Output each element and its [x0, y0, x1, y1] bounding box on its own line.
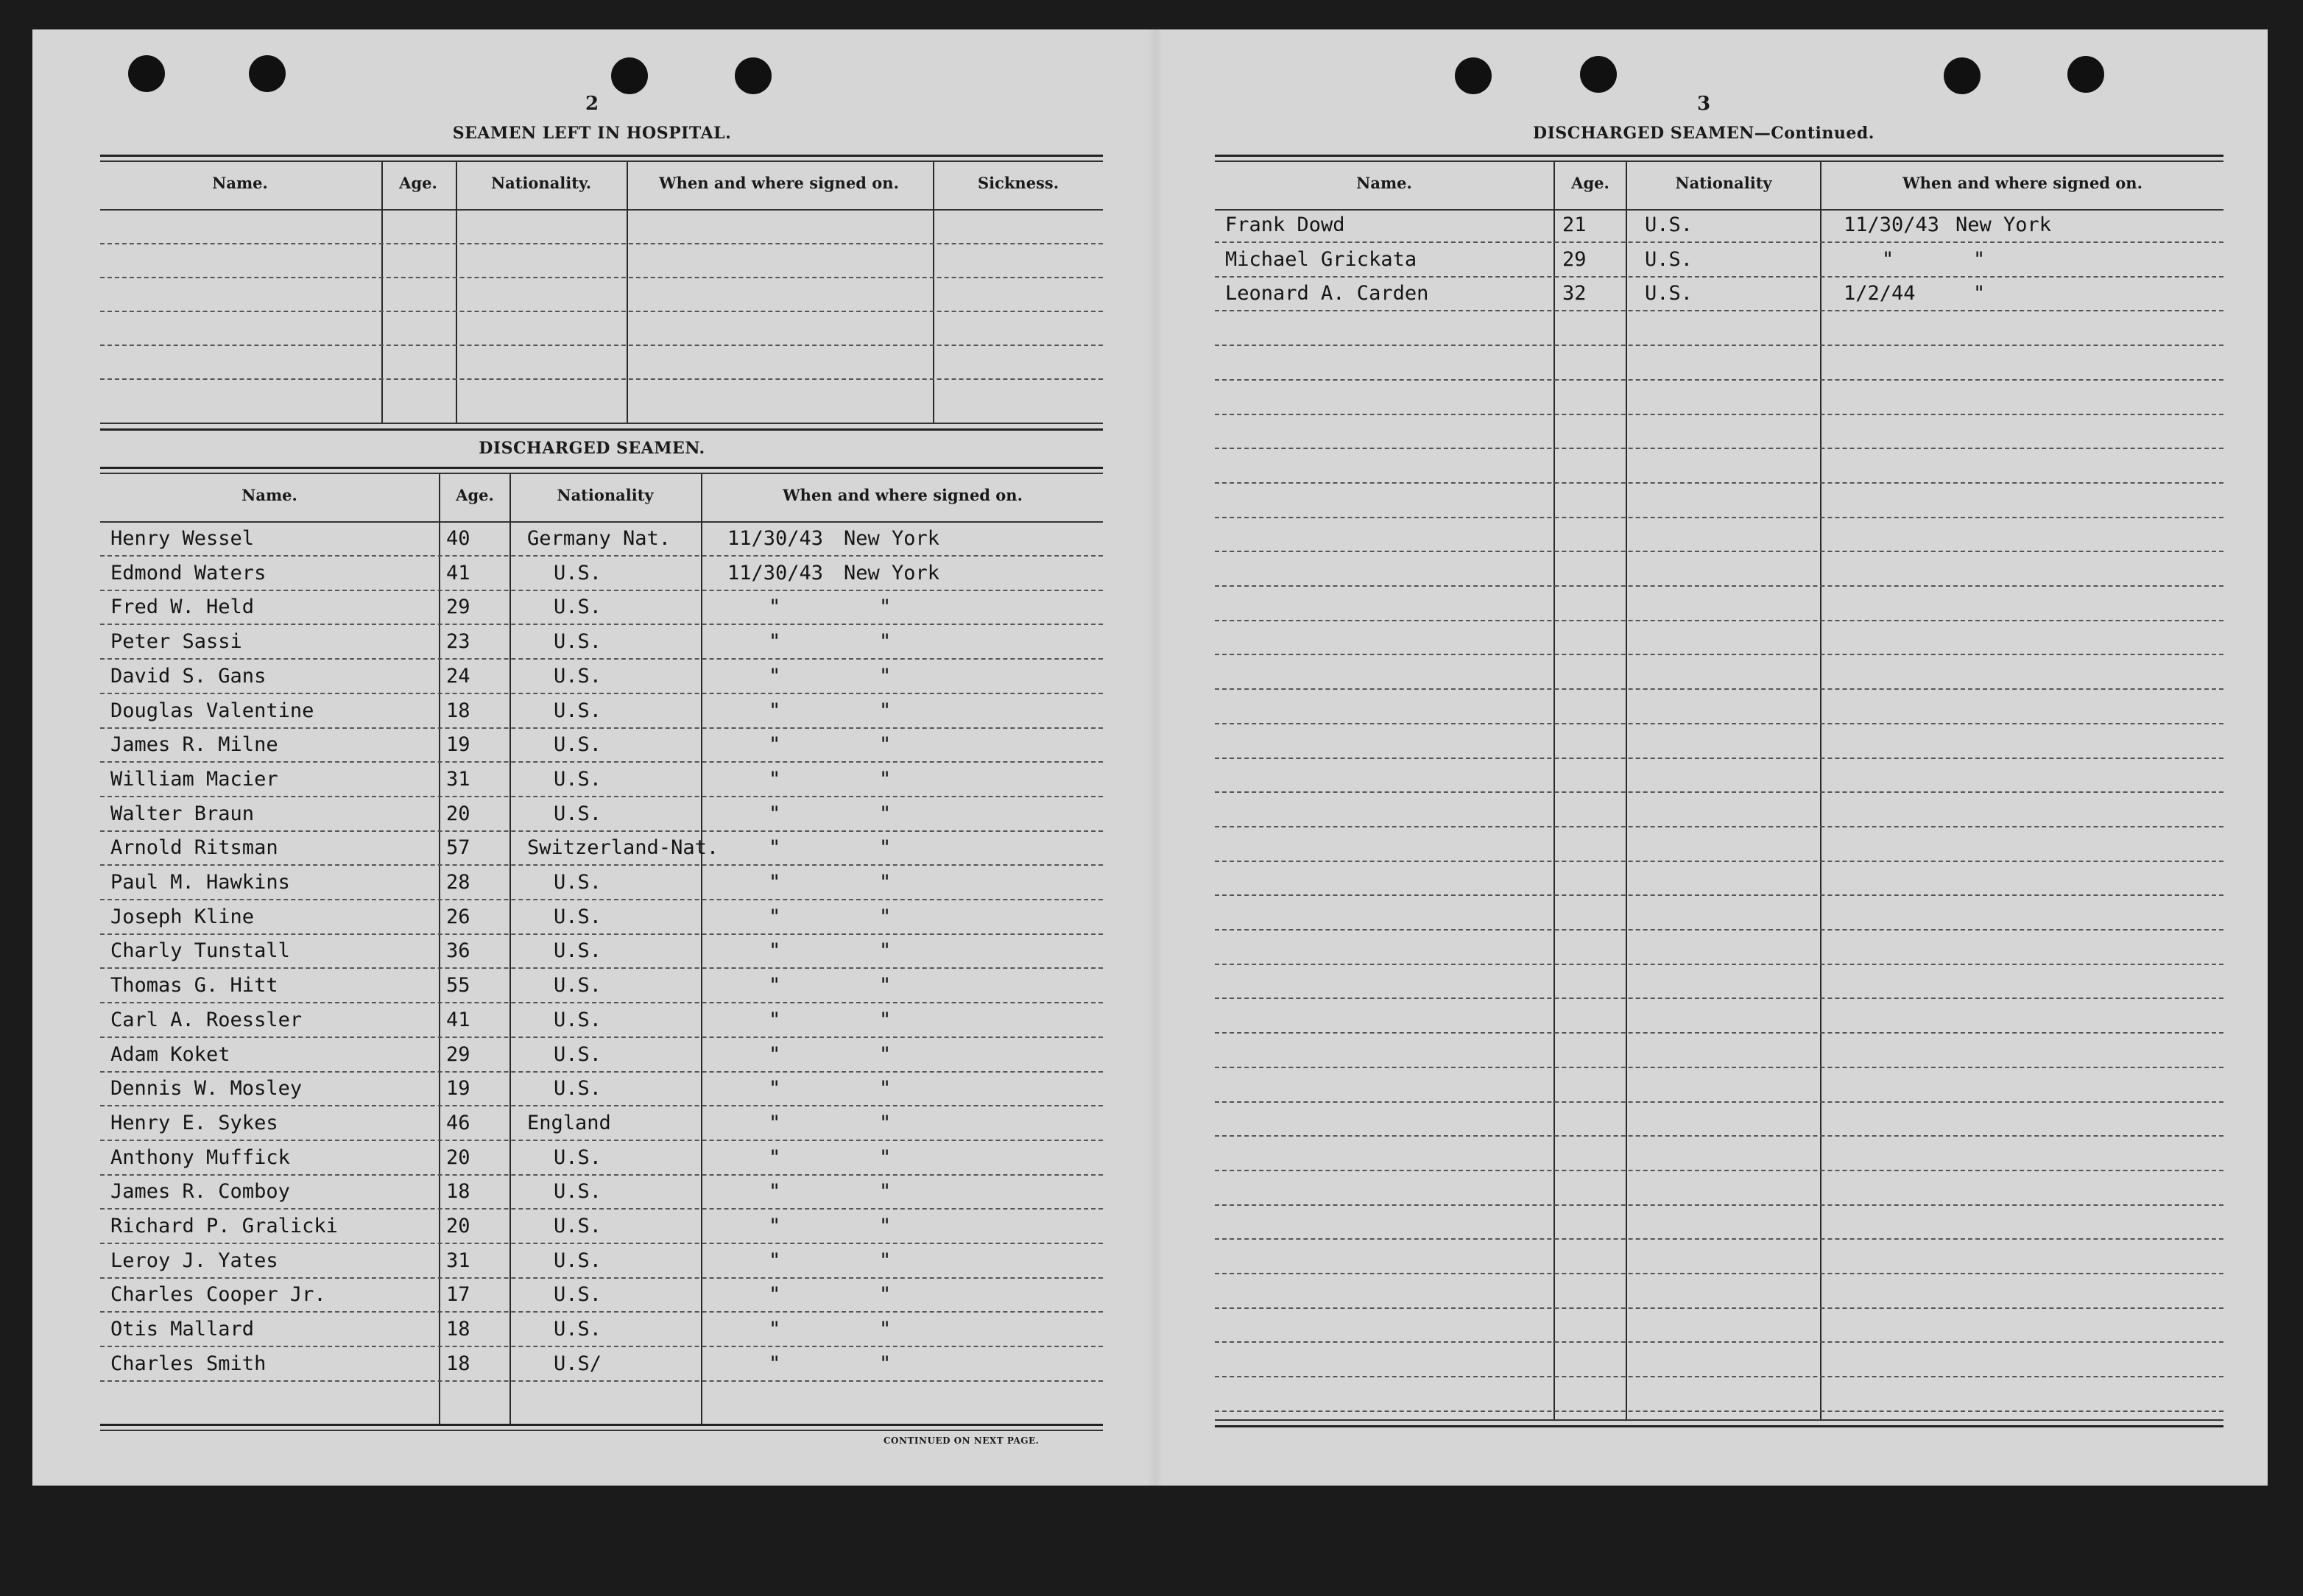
signed-on-place: " — [879, 1352, 892, 1375]
signed-on-place: " — [879, 1111, 892, 1134]
seaman-age: 20 — [446, 1145, 470, 1169]
seaman-nationality: Switzerland-Nat. — [527, 836, 719, 860]
seaman-name: Carl A. Roessler — [110, 1008, 303, 1031]
discharged-header-age: Age. — [456, 486, 494, 504]
entry-line — [100, 277, 1103, 278]
entry-line — [100, 830, 1103, 832]
entry-line — [1215, 310, 2223, 311]
discharged-header-nationality: Nationality — [557, 486, 654, 504]
entry-line — [1215, 1204, 2223, 1206]
entry-line — [100, 933, 1103, 935]
seaman-name: Anthony Muffick — [110, 1145, 290, 1169]
rule — [100, 473, 1103, 474]
signed-on-place: " — [1973, 247, 1986, 271]
signed-on-date: " — [769, 767, 781, 791]
rule — [100, 209, 1103, 211]
hospital-title: SEAMEN LEFT IN HOSPITAL. — [452, 124, 732, 143]
entry-line — [1215, 861, 2223, 862]
seaman-nationality: U.S. — [554, 1215, 602, 1237]
signed-on-date: 11/30/43 — [727, 561, 824, 585]
signed-on-place: " — [1973, 282, 1986, 306]
entry-line — [1215, 1307, 2223, 1309]
entry-line — [1215, 791, 2223, 793]
signed-on-place: " — [879, 871, 892, 894]
continued-title: DISCHARGED SEAMEN—Continued. — [1533, 124, 1875, 143]
col-divider — [381, 162, 383, 424]
entry-line — [1215, 1067, 2223, 1068]
seaman-age: 31 — [446, 1249, 470, 1272]
entry-line — [1215, 482, 2223, 484]
signed-on-place: " — [879, 1077, 892, 1101]
entry-line — [1215, 1032, 2223, 1034]
signed-on-date: " — [769, 664, 781, 688]
col-divider — [1626, 162, 1627, 1419]
seaman-age: 24 — [446, 664, 470, 688]
seaman-nationality: U.S. — [554, 939, 602, 963]
right-header-signed-on: When and where signed on. — [1902, 174, 2142, 192]
entry-line — [1215, 894, 2223, 896]
punch-hole — [1455, 57, 1492, 94]
signed-on-date: " — [769, 1318, 781, 1341]
signed-on-date: " — [769, 905, 781, 928]
punch-hole — [735, 57, 772, 94]
entry-line — [1215, 1135, 2223, 1137]
rule — [100, 521, 1103, 523]
signed-on-place: New York — [844, 527, 940, 550]
entry-line — [1215, 654, 2223, 655]
seaman-name: Otis Mallard — [110, 1318, 255, 1341]
seaman-name: Richard P. Gralicki — [110, 1215, 338, 1237]
right-header-age: Age. — [1571, 174, 1609, 192]
seaman-age: 46 — [446, 1111, 470, 1134]
center-fold — [1148, 29, 1163, 1486]
seaman-nationality: U.S. — [554, 733, 602, 757]
entry-line — [100, 1380, 1103, 1382]
seaman-nationality: U.S. — [554, 767, 602, 791]
signed-on-date: " — [769, 836, 781, 860]
seaman-name: Thomas G. Hitt — [110, 974, 278, 998]
entry-line — [100, 1105, 1103, 1106]
seaman-name: Paul M. Hawkins — [110, 871, 290, 894]
entry-line — [1215, 620, 2223, 621]
seaman-nationality: U.S. — [554, 905, 602, 928]
seaman-age: 31 — [446, 767, 470, 791]
seaman-age: 18 — [446, 699, 470, 722]
seaman-nationality: U.S. — [1645, 213, 1693, 236]
right-page-number: 3 — [1696, 93, 1711, 115]
seaman-name: Michael Grickata — [1225, 247, 1417, 271]
seaman-age: 21 — [1562, 213, 1587, 236]
entry-line — [100, 967, 1103, 969]
entry-line — [100, 761, 1103, 763]
entry-line — [100, 243, 1103, 244]
seaman-nationality: U.S. — [554, 630, 602, 654]
discharged-header-name: Name. — [241, 486, 297, 504]
seaman-nationality: U.S. — [554, 561, 602, 585]
signed-on-place: " — [879, 905, 892, 928]
continued-footer: CONTINUED ON NEXT PAGE. — [884, 1436, 1040, 1446]
signed-on-date: " — [1882, 247, 1894, 271]
rule — [100, 160, 1103, 162]
signed-on-date: " — [769, 1008, 781, 1031]
hospital-header-sickness: Sickness. — [977, 174, 1059, 192]
right-header-name: Name. — [1356, 174, 1412, 192]
seaman-nationality: England — [527, 1111, 611, 1134]
hospital-header-signed-on: When and where signed on. — [659, 174, 899, 192]
seaman-age: 18 — [446, 1352, 470, 1375]
seaman-nationality: U.S. — [554, 1077, 602, 1101]
rule — [100, 155, 1103, 157]
signed-on-place: " — [879, 596, 892, 619]
col-divider — [933, 162, 934, 424]
entry-line — [100, 624, 1103, 625]
entry-line — [1215, 1238, 2223, 1240]
right-header-nationality: Nationality — [1675, 174, 1772, 192]
seaman-name: Henry E. Sykes — [110, 1111, 278, 1134]
signed-on-place: " — [879, 1145, 892, 1169]
seaman-nationality: Germany Nat. — [527, 527, 671, 550]
entry-line — [100, 311, 1103, 312]
entry-line — [1215, 241, 2223, 243]
seaman-nationality: U.S. — [554, 974, 602, 998]
rule — [100, 467, 1103, 469]
signed-on-date: " — [769, 1215, 781, 1237]
seaman-age: 20 — [446, 1215, 470, 1237]
entry-line — [1215, 1376, 2223, 1377]
punch-hole — [128, 55, 165, 92]
signed-on-place: " — [879, 974, 892, 998]
col-divider — [701, 474, 702, 1425]
seaman-name: Charly Tunstall — [110, 939, 290, 963]
entry-line — [100, 1311, 1103, 1313]
entry-line — [1215, 379, 2223, 381]
seaman-age: 36 — [446, 939, 470, 963]
discharged-header-signed-on: When and where signed on. — [783, 486, 1023, 504]
seaman-name: Edmond Waters — [110, 561, 267, 585]
seaman-nationality: U.S. — [554, 871, 602, 894]
col-divider — [456, 162, 457, 424]
signed-on-date: " — [769, 1145, 781, 1169]
col-divider — [1820, 162, 1821, 1419]
signed-on-date: " — [769, 802, 781, 825]
seaman-age: 26 — [446, 905, 470, 928]
seaman-age: 40 — [446, 527, 470, 550]
seaman-name: Dennis W. Mosley — [110, 1077, 303, 1101]
entry-line — [100, 899, 1103, 900]
entry-line — [1215, 551, 2223, 552]
seaman-name: Douglas Valentine — [110, 699, 314, 722]
signed-on-place: " — [879, 733, 892, 757]
entry-line — [1215, 517, 2223, 518]
entry-line — [1215, 448, 2223, 449]
entry-line — [1215, 1170, 2223, 1171]
entry-line — [100, 796, 1103, 797]
entry-line — [100, 1071, 1103, 1073]
seaman-age: 41 — [446, 1008, 470, 1031]
seaman-nationality: U.S. — [554, 664, 602, 688]
entry-line — [100, 1002, 1103, 1003]
seaman-nationality: U.S. — [554, 699, 602, 722]
col-divider — [509, 474, 511, 1425]
seaman-age: 29 — [446, 596, 470, 619]
entry-line — [1215, 1410, 2223, 1412]
punch-hole — [249, 55, 286, 92]
entry-line — [100, 345, 1103, 346]
hospital-header-nationality: Nationality. — [490, 174, 592, 192]
seaman-nationality: U.S. — [1645, 247, 1693, 271]
seaman-nationality: U.S. — [554, 1042, 602, 1066]
entry-line — [1215, 688, 2223, 690]
entry-line — [1215, 345, 2223, 346]
entry-line — [100, 727, 1103, 729]
seaman-name: Peter Sassi — [110, 630, 242, 654]
entry-line — [1215, 1101, 2223, 1103]
signed-on-place: " — [879, 1318, 892, 1341]
seaman-nationality: U.S. — [554, 1318, 602, 1341]
punch-hole — [2067, 56, 2104, 93]
entry-line — [1215, 276, 2223, 278]
rule — [1215, 209, 2223, 211]
seaman-nationality: U.S. — [554, 1008, 602, 1031]
signed-on-place: " — [879, 939, 892, 963]
seaman-name: Walter Braun — [110, 802, 255, 825]
seaman-nationality: U.S. — [554, 1249, 602, 1272]
signed-on-place: " — [879, 699, 892, 722]
entry-line — [1215, 826, 2223, 827]
col-divider — [1553, 162, 1555, 1419]
punch-hole — [1944, 57, 1981, 94]
seaman-name: Henry Wessel — [110, 527, 255, 550]
entry-line — [1215, 929, 2223, 931]
signed-on-date: " — [769, 1283, 781, 1307]
signed-on-date: 1/2/44 — [1844, 282, 1916, 306]
hospital-header-age: Age. — [399, 174, 437, 192]
seaman-age: 55 — [446, 974, 470, 998]
entry-line — [100, 1140, 1103, 1141]
seaman-name: James R. Comboy — [110, 1180, 290, 1204]
seaman-age: 19 — [446, 1077, 470, 1101]
signed-on-date: " — [769, 733, 781, 757]
signed-on-date: " — [769, 1249, 781, 1272]
seaman-age: 18 — [446, 1180, 470, 1204]
seaman-name: James R. Milne — [110, 733, 278, 757]
signed-on-place: " — [879, 1042, 892, 1066]
seaman-name: Charles Smith — [110, 1352, 267, 1375]
punch-hole — [611, 57, 648, 94]
entry-line — [1215, 998, 2223, 999]
entry-line — [1215, 414, 2223, 415]
signed-on-place: New York — [1955, 213, 2052, 236]
signed-on-date: " — [769, 1077, 781, 1101]
seaman-age: 32 — [1562, 282, 1587, 306]
signed-on-date: " — [769, 1111, 781, 1134]
signed-on-date: " — [769, 1352, 781, 1375]
rule — [100, 428, 1103, 431]
rule — [100, 423, 1103, 424]
entry-line — [1215, 585, 2223, 587]
entry-line — [100, 555, 1103, 557]
entry-line — [100, 1208, 1103, 1210]
left-page-number: 2 — [585, 93, 599, 115]
punch-hole — [1580, 56, 1617, 93]
seaman-name: Adam Koket — [110, 1042, 230, 1066]
rule — [1215, 1419, 2223, 1421]
seaman-nationality: U.S. — [1645, 282, 1693, 306]
seaman-name: Frank Dowd — [1225, 213, 1345, 236]
rule — [1215, 160, 2223, 162]
entry-line — [1215, 1341, 2223, 1343]
signed-on-date: 11/30/43 — [1844, 213, 1940, 236]
signed-on-place: " — [879, 1215, 892, 1237]
entry-line — [100, 1174, 1103, 1176]
entry-line — [100, 864, 1103, 866]
discharged-title: DISCHARGED SEAMEN. — [479, 439, 705, 458]
seaman-age: 41 — [446, 561, 470, 585]
seaman-age: 17 — [446, 1283, 470, 1307]
signed-on-place: New York — [844, 561, 940, 585]
rule — [100, 1424, 1103, 1426]
signed-on-place: " — [879, 630, 892, 654]
seaman-name: William Macier — [110, 767, 278, 791]
seaman-age: 57 — [446, 836, 470, 860]
rule — [1215, 155, 2223, 157]
seaman-age: 18 — [446, 1318, 470, 1341]
seaman-nationality: U.S. — [554, 596, 602, 619]
entry-line — [1215, 723, 2223, 724]
signed-on-place: " — [879, 836, 892, 860]
seaman-age: 29 — [446, 1042, 470, 1066]
entry-line — [1215, 1273, 2223, 1274]
signed-on-place: " — [879, 1249, 892, 1272]
entry-line — [100, 1243, 1103, 1244]
seaman-name: Arnold Ritsman — [110, 836, 278, 860]
seaman-age: 29 — [1562, 247, 1587, 271]
seaman-name: David S. Gans — [110, 664, 267, 688]
entry-line — [100, 1277, 1103, 1279]
seaman-name: Charles Cooper Jr. — [110, 1283, 326, 1307]
hospital-header-name: Name. — [212, 174, 268, 192]
seaman-age: 20 — [446, 802, 470, 825]
entry-line — [100, 693, 1103, 694]
signed-on-date: " — [769, 974, 781, 998]
signed-on-date: " — [769, 630, 781, 654]
seaman-age: 23 — [446, 630, 470, 654]
seaman-age: 19 — [446, 733, 470, 757]
signed-on-date: " — [769, 699, 781, 722]
signed-on-place: " — [879, 664, 892, 688]
entry-line — [100, 1346, 1103, 1347]
signed-on-place: " — [879, 1180, 892, 1204]
seaman-nationality: U.S/ — [554, 1352, 602, 1375]
signed-on-place: " — [879, 1283, 892, 1307]
signed-on-date: " — [769, 1042, 781, 1066]
rule — [1215, 1425, 2223, 1427]
rule — [100, 1430, 1103, 1431]
seaman-nationality: U.S. — [554, 802, 602, 825]
entry-line — [1215, 758, 2223, 759]
entry-line — [100, 590, 1103, 591]
seaman-name: Joseph Kline — [110, 905, 255, 928]
seaman-name: Leonard A. Carden — [1225, 282, 1429, 306]
seaman-nationality: U.S. — [554, 1145, 602, 1169]
signed-on-date: 11/30/43 — [727, 527, 824, 550]
entry-line — [100, 1037, 1103, 1038]
entry-line — [100, 658, 1103, 660]
document-sheet — [32, 29, 2268, 1486]
entry-line — [100, 378, 1103, 380]
seaman-name: Leroy J. Yates — [110, 1249, 278, 1272]
signed-on-date: " — [769, 1180, 781, 1204]
signed-on-date: " — [769, 939, 781, 963]
col-divider — [627, 162, 628, 424]
signed-on-date: " — [769, 596, 781, 619]
signed-on-place: " — [879, 1008, 892, 1031]
seaman-nationality: U.S. — [554, 1180, 602, 1204]
seaman-age: 28 — [446, 871, 470, 894]
seaman-nationality: U.S. — [554, 1283, 602, 1307]
entry-line — [1215, 964, 2223, 965]
col-divider — [439, 474, 440, 1425]
signed-on-place: " — [879, 802, 892, 825]
signed-on-place: " — [879, 767, 892, 791]
seaman-name: Fred W. Held — [110, 596, 255, 619]
signed-on-date: " — [769, 871, 781, 894]
